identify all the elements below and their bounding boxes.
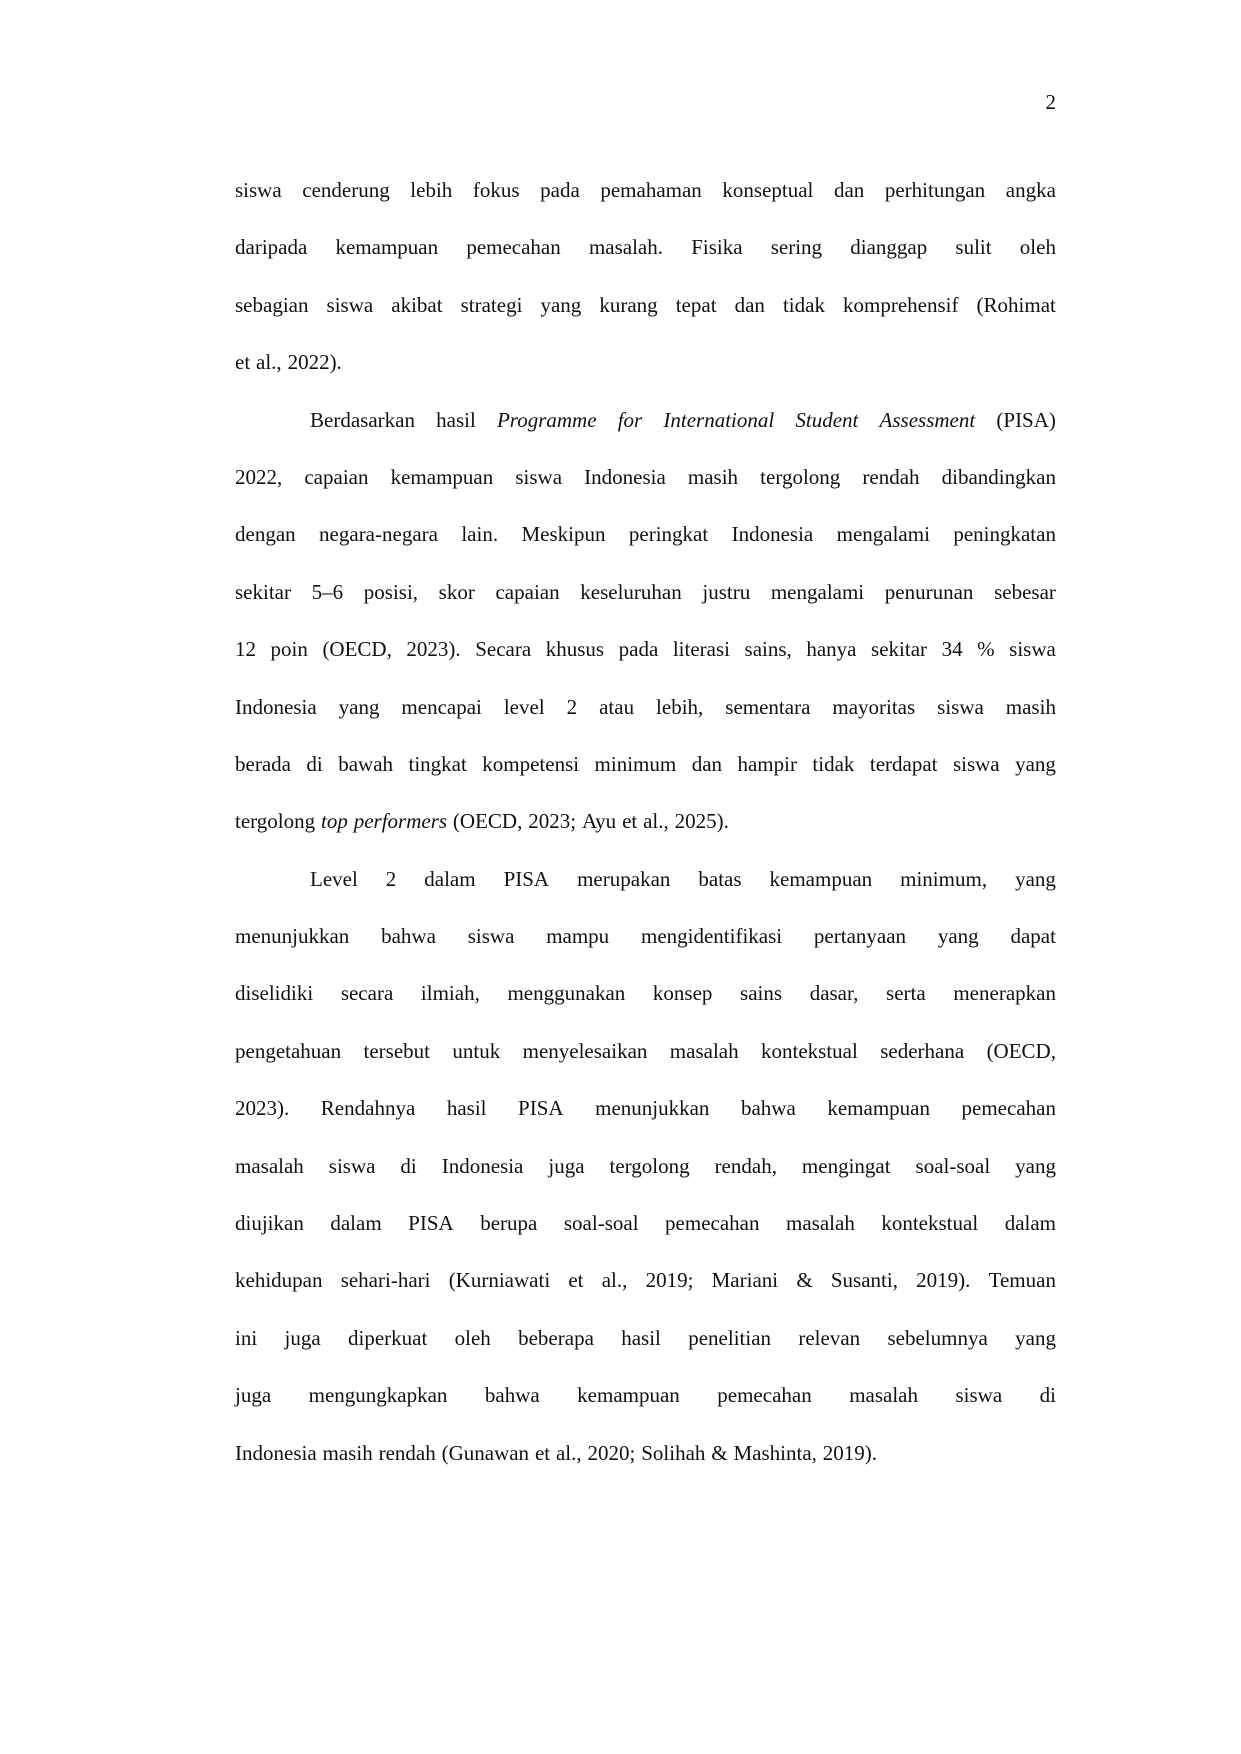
word: literasi <box>672 637 730 662</box>
word: sains, <box>744 637 792 662</box>
word: PISA <box>518 1096 564 1121</box>
word: rendah <box>378 1440 436 1465</box>
text-line <box>235 1324 1056 1381</box>
text-line <box>235 865 1056 922</box>
word: siswa <box>235 178 282 202</box>
word: mampu <box>546 924 610 949</box>
word: lain. <box>461 522 499 547</box>
text-line <box>235 693 1056 750</box>
word: cenderung <box>302 178 390 202</box>
word: menunjukkan <box>235 924 350 949</box>
word: mengalami <box>836 522 930 547</box>
word: 2023). <box>235 1096 290 1121</box>
word: atau <box>599 694 635 719</box>
word: siswa <box>467 924 515 949</box>
word: masalah <box>786 1211 855 1236</box>
word: hasil <box>446 1096 487 1121</box>
word: et <box>568 1268 584 1293</box>
word: tingkat <box>408 751 467 776</box>
word: Ayu <box>581 809 617 834</box>
text-line <box>235 750 1056 807</box>
word: lebih, <box>656 694 704 719</box>
word: et <box>534 1440 551 1465</box>
word: sekitar <box>235 579 291 604</box>
word: yang <box>1015 866 1056 891</box>
word: khusus <box>545 637 605 662</box>
word: daripada <box>235 235 308 260</box>
word: angka <box>1005 178 1056 202</box>
word: yang <box>937 924 979 949</box>
word: konsep <box>652 981 713 1006</box>
word: terdapat <box>869 751 938 776</box>
word: yang <box>1015 751 1056 776</box>
word: tepat <box>675 292 717 317</box>
word: 2022). <box>287 350 342 375</box>
word: sulit <box>955 235 992 260</box>
word: capaian <box>495 579 560 604</box>
word: pemahaman <box>600 178 702 202</box>
word: dalam <box>424 866 476 891</box>
word: sederhana <box>880 1038 965 1063</box>
word: kemampuan <box>769 866 873 891</box>
word: merupakan <box>577 866 671 891</box>
word: Assessment <box>879 407 976 432</box>
word: berupa <box>480 1211 538 1236</box>
word: dapat <box>1010 924 1056 949</box>
text-line <box>235 1439 1056 1496</box>
word: (OECD, <box>452 809 523 834</box>
word: tergolong <box>235 809 316 834</box>
word: Mariani <box>711 1268 779 1293</box>
word: beberapa <box>518 1325 594 1350</box>
text-line <box>235 635 1056 692</box>
text-line <box>235 406 1056 463</box>
text-line <box>235 176 1056 233</box>
word: tersebut <box>363 1038 430 1063</box>
word: kemampuan <box>390 464 494 489</box>
word: sekitar <box>871 637 928 662</box>
word: juga <box>284 1325 321 1350</box>
word: masih <box>322 1440 373 1465</box>
word: minimum, <box>900 866 988 891</box>
word: PISA <box>408 1211 454 1236</box>
word: performers <box>353 809 448 834</box>
word: posisi, <box>363 579 419 604</box>
word: oleh <box>1019 235 1056 260</box>
word: keseluruhan <box>580 579 682 604</box>
word: peringkat <box>628 522 709 547</box>
word: (OECD, <box>986 1038 1056 1063</box>
word: masalah <box>849 1383 919 1408</box>
word: dalam <box>330 1211 382 1236</box>
word: di <box>400 1153 417 1178</box>
word: pemecahan <box>961 1096 1056 1121</box>
text-line <box>235 233 1056 290</box>
word: serta <box>886 981 926 1006</box>
word: poin <box>270 637 308 662</box>
word: Indonesia <box>584 464 666 489</box>
word: Solihah <box>641 1440 706 1465</box>
word: Indonesia <box>235 694 317 719</box>
word: minimum <box>594 751 677 776</box>
word: Indonesia <box>235 1440 317 1465</box>
paragraph <box>235 406 1056 865</box>
word: Indonesia <box>441 1153 524 1178</box>
word: 2019; <box>645 1268 694 1293</box>
word: & <box>796 1268 813 1293</box>
word: kontekstual <box>881 1211 979 1236</box>
word: siswa <box>515 464 563 489</box>
word: siswa <box>1009 637 1056 662</box>
word: 2023; <box>528 809 577 834</box>
word: 2019). <box>822 1440 878 1465</box>
text-line <box>235 348 1056 405</box>
word: (OECD, <box>322 637 392 662</box>
word: oleh <box>454 1325 491 1350</box>
word: tidak <box>782 292 825 317</box>
word: dan <box>691 751 723 776</box>
word: Meskipun <box>521 522 606 547</box>
word: sehari-hari <box>340 1268 431 1293</box>
word: kontekstual <box>761 1038 858 1063</box>
word: Berdasarkan <box>310 407 415 432</box>
word: kehidupan <box>235 1268 323 1293</box>
word: lebih <box>410 178 453 202</box>
word: bahwa <box>381 924 436 949</box>
word: sering <box>770 235 823 260</box>
text-line <box>235 1152 1056 1209</box>
word: fokus <box>472 178 520 202</box>
word: sains <box>740 981 783 1006</box>
body-text <box>235 176 1056 1496</box>
word: diujikan <box>235 1211 304 1236</box>
word: top <box>320 809 348 834</box>
word: juga <box>235 1383 272 1408</box>
word: mayoritas <box>832 694 916 719</box>
word: menggunakan <box>507 981 626 1006</box>
word: secara <box>340 981 394 1006</box>
word: menunjukkan <box>595 1096 710 1121</box>
word: penelitian <box>688 1325 772 1350</box>
word: kemampuan <box>827 1096 930 1121</box>
text-line <box>235 1209 1056 1266</box>
word: 2020; <box>587 1440 636 1465</box>
word: akibat <box>391 292 443 317</box>
word: peningkatan <box>953 522 1056 547</box>
word: bahwa <box>484 1383 540 1408</box>
text-line <box>235 463 1056 520</box>
word: masalah <box>669 1038 739 1063</box>
word: Secara <box>475 637 532 662</box>
word: penurunan <box>884 579 974 604</box>
word: soal-soal <box>915 1153 991 1178</box>
text-line <box>235 979 1056 1036</box>
paragraph <box>235 176 1056 406</box>
word: masih <box>687 464 739 489</box>
word: International <box>663 407 775 432</box>
text-line <box>235 1037 1056 1094</box>
word: pada <box>540 178 580 202</box>
word: for <box>617 407 643 432</box>
word: 34 <box>941 637 963 662</box>
word: bawah <box>338 751 394 776</box>
word: tidak <box>812 751 855 776</box>
word: (Kurniawati <box>448 1268 551 1293</box>
word: dibandingkan <box>941 464 1056 489</box>
word: level <box>503 694 545 719</box>
word: 2023). <box>406 637 461 662</box>
word: 2 <box>385 866 397 891</box>
word: yang <box>540 292 582 317</box>
word: al., <box>643 809 669 834</box>
word: Susanti, <box>830 1268 898 1293</box>
word: siswa <box>937 694 984 719</box>
word: tergolong <box>609 1153 690 1178</box>
word: 5–6 <box>311 579 344 604</box>
word: dasar, <box>809 981 859 1006</box>
page-number: 2 <box>1045 90 1056 114</box>
word: siswa <box>328 1153 376 1178</box>
word: menerapkan <box>953 981 1056 1006</box>
word: mengalami <box>770 579 865 604</box>
word: hampir <box>737 751 797 776</box>
word: sebagian <box>235 292 309 317</box>
word: soal-soal <box>563 1211 639 1236</box>
word: sebelumnya <box>887 1325 988 1350</box>
word: kemampuan <box>577 1383 680 1408</box>
word: strategi <box>460 292 523 317</box>
word: ilmiah, <box>420 981 480 1006</box>
word: pemecahan <box>466 235 561 260</box>
word: kemampuan <box>335 235 439 260</box>
word: diperkuat <box>347 1325 428 1350</box>
word: mencapai <box>401 694 482 719</box>
text-line <box>235 922 1056 979</box>
text-line <box>235 291 1056 348</box>
word: hanya <box>806 637 857 662</box>
word: di <box>1039 1383 1056 1408</box>
word: pada <box>618 637 659 662</box>
word: dalam <box>1004 1211 1056 1236</box>
word: yang <box>1015 1325 1056 1350</box>
word: hasil <box>436 407 476 432</box>
word: hasil <box>621 1325 661 1350</box>
word: siswa <box>326 292 374 317</box>
word: pemecahan <box>717 1383 812 1408</box>
word: batas <box>698 866 742 891</box>
word: et <box>235 350 251 375</box>
word: capaian <box>304 464 369 489</box>
word: menyelesaikan <box>522 1038 648 1063</box>
word: Mashinta, <box>733 1440 817 1465</box>
word: ini <box>235 1325 258 1350</box>
word: mengidentifikasi <box>640 924 783 949</box>
word: perhitungan <box>884 178 986 202</box>
word: diselidiki <box>235 981 314 1006</box>
word: untuk <box>452 1038 501 1063</box>
word: 2022, <box>235 464 283 489</box>
word: pemecahan <box>665 1211 760 1236</box>
word: masalah. <box>588 235 664 260</box>
text-line <box>235 1381 1056 1438</box>
text-line <box>235 520 1056 577</box>
word: sebesar <box>994 579 1056 604</box>
word: mengungkapkan <box>308 1383 448 1408</box>
word: (Rohimat <box>976 292 1056 317</box>
word: pengetahuan <box>235 1038 342 1063</box>
word: Programme <box>496 407 597 432</box>
word: 2019). <box>916 1268 971 1293</box>
word: sementara <box>725 694 811 719</box>
word: di <box>306 751 323 776</box>
word: Fisika <box>691 235 743 260</box>
word: rendah <box>862 464 920 489</box>
word: relevan <box>798 1325 861 1350</box>
word: skor <box>438 579 475 604</box>
word: Student <box>795 407 859 432</box>
word: Temuan <box>988 1268 1056 1293</box>
paragraph <box>235 865 1056 1496</box>
word: masih <box>1005 694 1056 719</box>
word: bahwa <box>740 1096 796 1121</box>
word: Indonesia <box>731 522 814 547</box>
word: Level <box>310 866 358 891</box>
word: & <box>711 1440 728 1465</box>
word: dengan <box>235 522 296 547</box>
word: dan <box>734 292 765 317</box>
word: dan <box>833 178 865 202</box>
word: yang <box>338 694 380 719</box>
word: tergolong <box>760 464 841 489</box>
word: al., <box>601 1268 628 1293</box>
word: justru <box>702 579 751 604</box>
text-line <box>235 578 1056 635</box>
word: pertanyaan <box>813 924 907 949</box>
word: rendah, <box>714 1153 777 1178</box>
word: komprehensif <box>843 292 959 317</box>
word: dianggap <box>850 235 928 260</box>
text-line <box>235 1266 1056 1323</box>
text-line <box>235 807 1056 864</box>
word: mengingat <box>801 1153 891 1178</box>
word: al., <box>256 350 282 375</box>
word: yang <box>1015 1153 1056 1178</box>
word: konseptual <box>722 178 814 202</box>
word: kurang <box>599 292 658 317</box>
word: juga <box>548 1153 585 1178</box>
word: berada <box>235 751 291 776</box>
word: 2025). <box>674 809 729 834</box>
word: kompetensi <box>482 751 580 776</box>
word: al., <box>555 1440 582 1465</box>
text-line <box>235 1094 1056 1151</box>
word: (Gunawan <box>441 1440 530 1465</box>
word: 12 <box>235 637 256 662</box>
word: Rendahnya <box>320 1096 416 1121</box>
word: siswa <box>952 751 1000 776</box>
word: masalah <box>235 1153 304 1178</box>
word: siswa <box>955 1383 1003 1408</box>
word: negara-negara <box>319 522 438 547</box>
word: % <box>977 637 995 662</box>
word: et <box>622 809 638 834</box>
word: (PISA) <box>996 407 1056 432</box>
word: PISA <box>503 866 550 891</box>
word: 2 <box>566 694 578 719</box>
